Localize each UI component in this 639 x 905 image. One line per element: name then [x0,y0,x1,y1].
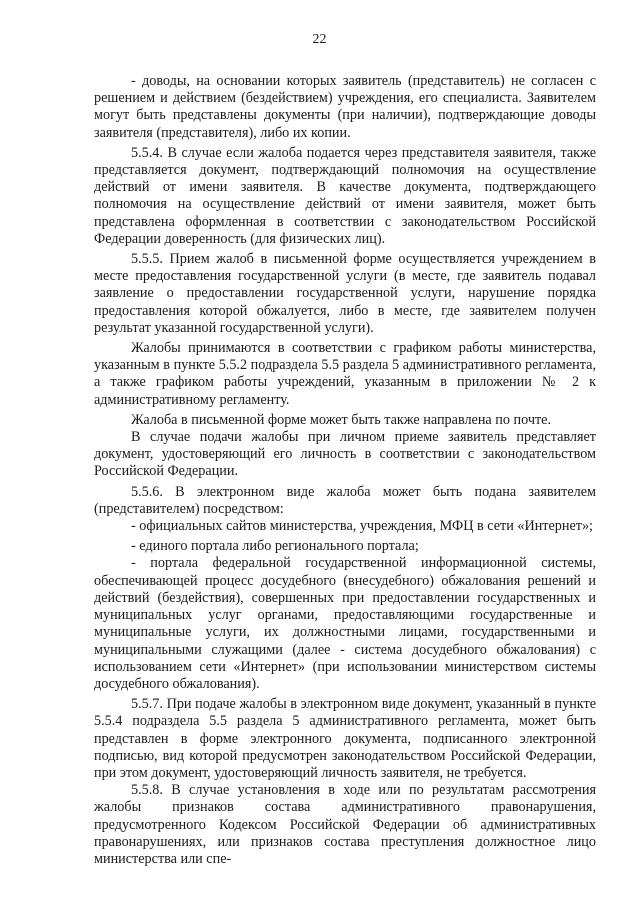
paragraph-post: Жалоба в письменной форме может быть также направлена по почте. [131,411,552,428]
list-item-unified-portal: - единого портала либо регионального портала; [131,538,419,555]
paragraph-arguments: - доводы, на основании которых заявитель (представитель) не согласен с решением и действием (бездействием) учреждения, его специалиста. Заявителем могут быть представлены документы (при наличии), подтверждающие доводы заявителя (представителя), либо их копии. [94,73,596,141]
list-item-federal-portal: - портала федеральной государственной информационной системы, обеспечивающей процесс досудебного (внесудебного) обжалования решений и действий (бездействия), совершенных при предоставлении государственных и муниципальных услуг органами, предоставляющими государственные и муниципальные услуги, их должностными лицами, государственными и муниципальными служащими (далее - система досудебного обжалования) с использованием сети «Интернет» (при использовании министерством системы досудебного обжалования). [94,555,596,692]
paragraph-5-5-7: 5.5.7. При подаче жалобы в электронном виде документ, указанный в пункте 5.5.4 подраздела 5.5 раздела 5 административного регламента, может быть представлен в форме электронного документа, подписанного электронной подписью, вид которой предусмотрен законодательством Российской Федерации, при этом документ, удостоверяющий личность заявителя, не требуется. [94,696,596,781]
paragraph-5-5-4: 5.5.4. В случае если жалоба подается через представителя заявителя, также представляется документ, подтверждающий полномочия на осуществление действий от имени заявителя. В качестве документа, подтверждающего полномочия на осуществление действий от имени заявителя, может быть представлена оформленная в соответствии с законодательством Российской Федерации доверенность (для физических лиц). [94,144,596,247]
paragraph-5-5-6: 5.5.6. В электронном виде жалоба может быть подана заявителем (представителем) посредством: [94,483,596,517]
paragraph-5-5-5: 5.5.5. Прием жалоб в письменной форме осуществляется учреждением в месте предоставления государственной услуги (в месте, где заявитель подавал заявление о предоставлении государственной услуги, нарушение порядка предоставления которой обжалуется, либо в месте, где заявителем получен результат указанной государственной услуги). [94,251,596,336]
paragraph-schedule: Жалобы принимаются в соответствии с графиком работы министерства, указанным в пункте 5.5.2 подраздела 5.5 раздела 5 административного регламента, а также графиком работы учреждений, указанным в приложении № 2 к административному регламенту. [94,340,596,408]
paragraph-5-5-8: 5.5.8. В случае установления в ходе или по результатам рассмотрения жалобы признаков состава административного правонарушения, предусмотренного Кодексом Российской Федерации об административных правонарушениях, или признаков состава преступления должностное лицо министерства или спе- [94,782,596,867]
paragraph-personal-reception: В случае подачи жалобы при личном приеме заявитель представляет документ, удостоверяющий его личность в соответствии с законодательством Российской Федерации. [94,429,596,480]
list-item-official-sites: - официальных сайтов министерства, учреждения, МФЦ в сети «Интернет»; [131,518,594,535]
page-number: 22 [312,32,327,47]
document-body [94,73,596,868]
